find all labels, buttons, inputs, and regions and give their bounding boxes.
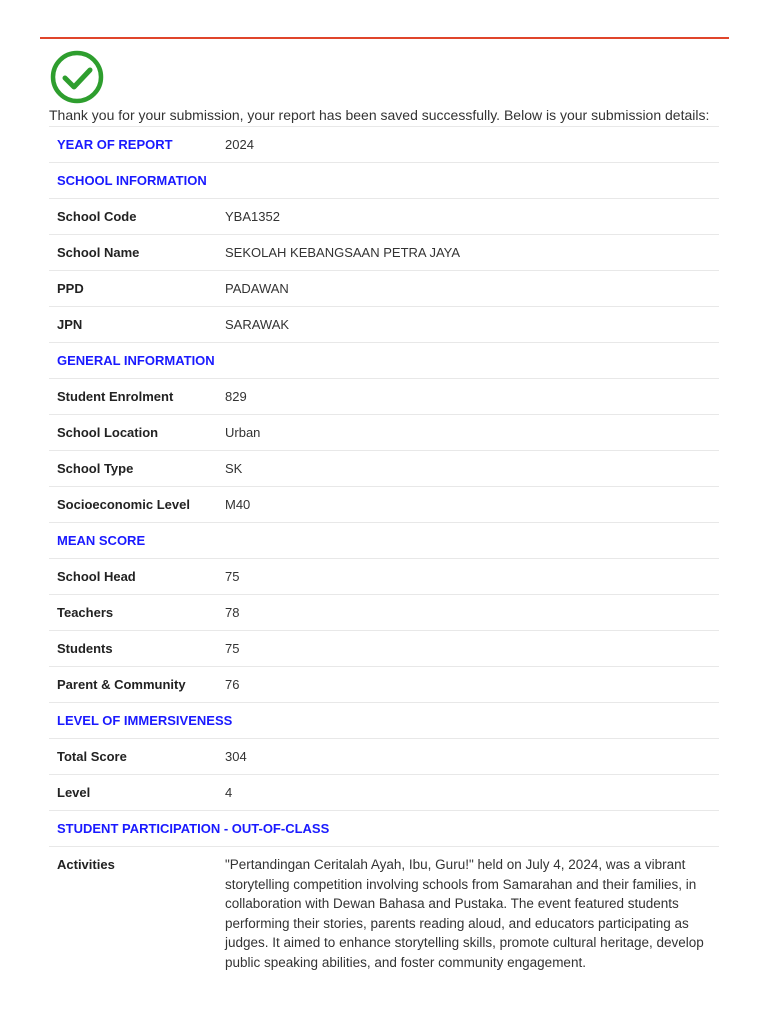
field-label: Socioeconomic Level [57,497,190,512]
field-label: Students [57,641,113,656]
field-value: 4 [225,785,233,800]
section-header-row [49,702,719,738]
field-value: Urban [225,425,261,440]
field-value: "Pertandingan Ceritalah Ayah, Ibu, Guru!" held on July 4, 2024, was a vibrant storytelling competition involving schools from Samarahan and their families, in collaboration with Dewan Bahasa and Pustaka. The event featured students performing their stories, parents reading aloud, and educators participating as judges. It aimed to enhance storytelling skills, promote cultural heritage, develop public speaking abilities, and foster community engagement. [225,857,704,970]
field-value: 829 [225,389,247,404]
field-label: School Type [57,461,134,476]
section-title: LEVEL OF IMMERSIVENESS [57,713,233,728]
field-label: Total Score [57,749,127,764]
top-accent-bar [40,37,729,39]
field-label: Activities [57,857,115,872]
section-header-row [49,162,719,198]
field-label: YEAR OF REPORT [57,137,173,152]
detail-row [49,738,719,774]
field-label: Student Enrolment [57,389,174,404]
detail-row [49,666,719,702]
detail-row [49,450,719,486]
check-circle-icon [49,49,105,105]
detail-row [49,630,719,666]
section-header-row [49,810,719,846]
field-label: Teachers [57,605,114,620]
field-value: SARAWAK [225,317,290,332]
field-value: 78 [225,605,240,620]
field-label: Level [57,785,91,800]
submission-details-table [49,126,719,980]
field-value: 76 [225,677,240,692]
detail-row [49,558,719,594]
detail-row [49,486,719,522]
section-title: MEAN SCORE [57,533,146,548]
section-title: GENERAL INFORMATION [57,353,215,368]
field-value: 304 [225,749,247,764]
detail-row [49,378,719,414]
detail-row [49,270,719,306]
field-value: 75 [225,569,240,584]
detail-row [49,126,719,162]
section-title: STUDENT PARTICIPATION - OUT-OF-CLASS [57,821,330,836]
detail-row [49,414,719,450]
detail-row [49,594,719,630]
field-label: School Name [57,245,140,260]
field-value: 75 [225,641,240,656]
section-header-row [49,522,719,558]
field-label: School Head [57,569,136,584]
field-value: PADAWAN [225,281,289,296]
field-value: M40 [225,497,251,512]
section-title: SCHOOL INFORMATION [57,173,207,188]
field-value: SEKOLAH KEBANGSAAN PETRA JAYA [225,245,461,260]
detail-row [49,774,719,810]
field-label: School Location [57,425,159,440]
section-header-row [49,342,719,378]
success-message: Thank you for your submission, your report has been saved successfully. Below is your submission details: [49,107,710,123]
detail-row [49,198,719,234]
detail-row [49,306,719,342]
field-value: 2024 [225,137,254,152]
detail-row [49,234,719,270]
field-label: JPN [57,317,83,332]
field-value: YBA1352 [225,209,280,224]
field-label: Parent & Community [57,677,186,692]
field-label: PPD [57,281,84,296]
field-value: SK [225,461,243,476]
field-label: School Code [57,209,137,224]
detail-row [49,846,719,980]
